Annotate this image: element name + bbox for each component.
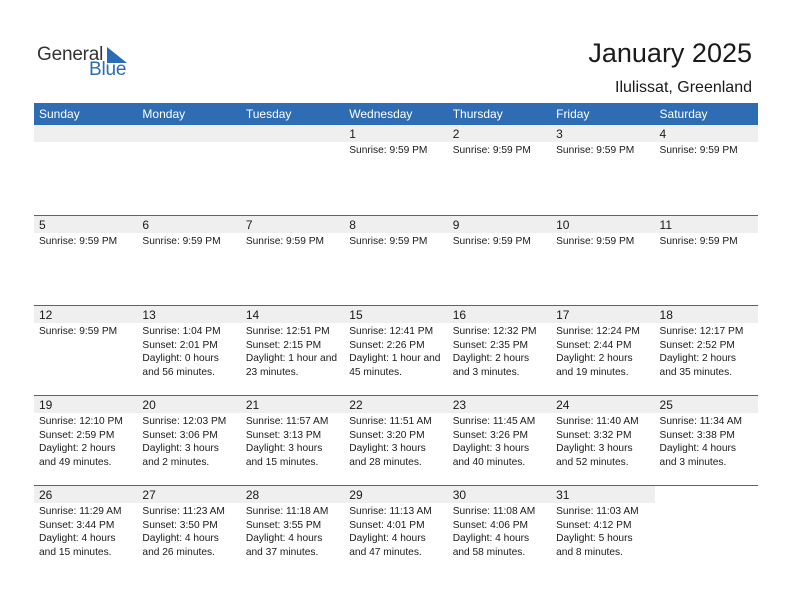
day-sun-info: Sunrise: 9:59 PM bbox=[349, 145, 428, 156]
day-cell bbox=[655, 216, 758, 305]
logo-blue-text: Blue bbox=[89, 59, 127, 80]
weekday-header bbox=[34, 103, 758, 125]
day-number: 10 bbox=[551, 216, 654, 233]
day-sun-info: Sunrise: 12:32 PM Sunset: 2:35 PM Daylight: 2 hours and 3 minutes. bbox=[452, 326, 537, 378]
week-row bbox=[34, 395, 758, 485]
day-cell bbox=[241, 216, 344, 305]
day-number: 24 bbox=[551, 396, 654, 413]
day-number: 19 bbox=[34, 396, 137, 413]
day-sun-info bbox=[655, 503, 758, 505]
day-number: 29 bbox=[344, 486, 447, 503]
logo bbox=[37, 44, 137, 80]
day-sun-info: Sunrise: 9:59 PM bbox=[39, 236, 118, 247]
day-sun-info: Sunrise: 9:59 PM bbox=[245, 236, 324, 247]
day-sun-info: Sunrise: 11:23 AM Sunset: 3:50 PM Daylight: 4 hours and 26 minutes. bbox=[142, 506, 225, 558]
day-number bbox=[655, 486, 758, 503]
day-sun-info: Sunrise: 12:41 PM Sunset: 2:26 PM Daylight: 1 hour and 45 minutes. bbox=[349, 326, 441, 378]
day-sun-info bbox=[241, 142, 344, 144]
day-cell bbox=[34, 125, 137, 215]
day-cell bbox=[34, 486, 137, 575]
day-number: 28 bbox=[241, 486, 344, 503]
day-cell bbox=[344, 306, 447, 395]
day-sun-info: Sunrise: 11:08 AM Sunset: 4:06 PM Daylight: 4 hours and 58 minutes. bbox=[452, 506, 536, 558]
day-number: 6 bbox=[137, 216, 240, 233]
day-sun-info: Sunrise: 11:03 AM Sunset: 4:12 PM Daylight: 5 hours and 8 minutes. bbox=[556, 506, 639, 558]
day-sun-info: Sunrise: 9:59 PM bbox=[452, 236, 531, 247]
day-cell bbox=[448, 306, 551, 395]
page-title: January 2025 bbox=[588, 38, 752, 68]
day-number: 18 bbox=[655, 306, 758, 323]
logo-general-text: General bbox=[37, 44, 104, 65]
day-number: 8 bbox=[344, 216, 447, 233]
day-sun-info: Sunrise: 11:34 AM Sunset: 3:38 PM Daylight: 4 hours and 3 minutes. bbox=[659, 416, 743, 468]
day-cell bbox=[241, 486, 344, 575]
weekday-saturday: Saturday bbox=[659, 107, 708, 121]
location-subtitle: Ilulissat, Greenland bbox=[615, 79, 752, 96]
day-sun-info: Sunrise: 12:17 PM Sunset: 2:52 PM Daylight: 2 hours and 35 minutes. bbox=[659, 326, 744, 378]
day-cell bbox=[551, 216, 654, 305]
day-sun-info: Sunrise: 9:59 PM bbox=[556, 145, 635, 156]
day-sun-info: Sunrise: 9:59 PM bbox=[39, 326, 118, 337]
day-cell bbox=[241, 306, 344, 395]
day-number: 7 bbox=[241, 216, 344, 233]
day-number: 9 bbox=[448, 216, 551, 233]
day-number: 27 bbox=[137, 486, 240, 503]
day-sun-info: Sunrise: 9:59 PM bbox=[452, 145, 531, 156]
day-sun-info: Sunrise: 11:45 AM Sunset: 3:26 PM Daylight: 3 hours and 40 minutes. bbox=[452, 416, 536, 468]
day-number bbox=[34, 125, 137, 142]
day-number: 31 bbox=[551, 486, 654, 503]
day-cell bbox=[551, 396, 654, 485]
day-cell bbox=[137, 396, 240, 485]
day-number: 4 bbox=[655, 125, 758, 142]
day-cell bbox=[34, 396, 137, 485]
day-cell bbox=[655, 125, 758, 215]
day-sun-info: Sunrise: 12:03 PM Sunset: 3:06 PM Daylight: 3 hours and 2 minutes. bbox=[142, 416, 227, 468]
day-number: 22 bbox=[344, 396, 447, 413]
day-cell bbox=[344, 396, 447, 485]
day-sun-info: Sunrise: 9:59 PM bbox=[659, 145, 738, 156]
day-cell bbox=[241, 396, 344, 485]
day-sun-info: Sunrise: 12:51 PM Sunset: 2:15 PM Daylight: 1 hour and 23 minutes. bbox=[245, 326, 338, 378]
day-cell bbox=[551, 125, 654, 215]
day-cell bbox=[448, 216, 551, 305]
weekday-friday: Friday bbox=[556, 107, 590, 121]
day-number: 14 bbox=[241, 306, 344, 323]
week-row bbox=[34, 125, 758, 215]
day-number: 15 bbox=[344, 306, 447, 323]
week-row bbox=[34, 485, 758, 575]
day-number: 12 bbox=[34, 306, 137, 323]
weekday-monday: Monday bbox=[142, 107, 186, 121]
day-number: 1 bbox=[344, 125, 447, 142]
day-cell bbox=[344, 125, 447, 215]
day-cell bbox=[448, 396, 551, 485]
day-cell bbox=[344, 486, 447, 575]
day-sun-info: Sunrise: 12:24 PM Sunset: 2:44 PM Daylight: 2 hours and 19 minutes. bbox=[556, 326, 640, 378]
weekday-tuesday: Tuesday bbox=[245, 107, 292, 121]
day-sun-info: Sunrise: 9:59 PM bbox=[659, 236, 738, 247]
day-sun-info: Sunrise: 11:18 AM Sunset: 3:55 PM Daylight: 4 hours and 37 minutes. bbox=[245, 506, 329, 558]
day-sun-info: Sunrise: 9:59 PM bbox=[556, 236, 635, 247]
day-sun-info bbox=[137, 142, 240, 144]
day-number: 30 bbox=[448, 486, 551, 503]
day-cell bbox=[137, 306, 240, 395]
day-number: 3 bbox=[551, 125, 654, 142]
day-cell bbox=[34, 306, 137, 395]
day-sun-info: Sunrise: 11:57 AM Sunset: 3:13 PM Daylight: 3 hours and 15 minutes. bbox=[245, 416, 329, 468]
day-sun-info: Sunrise: 11:29 AM Sunset: 3:44 PM Daylight: 4 hours and 15 minutes. bbox=[39, 506, 122, 558]
day-number: 23 bbox=[448, 396, 551, 413]
day-cell bbox=[655, 486, 758, 575]
day-sun-info: Sunrise: 9:59 PM bbox=[349, 236, 428, 247]
weekday-wednesday: Wednesday bbox=[349, 107, 413, 121]
day-sun-info bbox=[34, 142, 137, 144]
day-cell bbox=[137, 216, 240, 305]
day-cell bbox=[448, 125, 551, 215]
day-number: 20 bbox=[137, 396, 240, 413]
day-cell bbox=[655, 396, 758, 485]
day-cell bbox=[137, 125, 240, 215]
day-cell bbox=[137, 486, 240, 575]
day-cell bbox=[551, 306, 654, 395]
day-cell bbox=[448, 486, 551, 575]
day-cell bbox=[241, 125, 344, 215]
day-sun-info: Sunrise: 11:13 AM Sunset: 4:01 PM Daylight: 4 hours and 47 minutes. bbox=[349, 506, 432, 558]
day-number: 11 bbox=[655, 216, 758, 233]
day-sun-info: Sunrise: 11:40 AM Sunset: 3:32 PM Daylight: 3 hours and 52 minutes. bbox=[556, 416, 639, 468]
weekday-sunday: Sunday bbox=[39, 107, 80, 121]
day-number: 5 bbox=[34, 216, 137, 233]
day-number bbox=[241, 125, 344, 142]
day-cell bbox=[34, 216, 137, 305]
day-number: 17 bbox=[551, 306, 654, 323]
day-sun-info: Sunrise: 1:04 PM Sunset: 2:01 PM Daylight: 0 hours and 56 minutes. bbox=[142, 326, 221, 378]
day-sun-info: Sunrise: 9:59 PM bbox=[142, 236, 221, 247]
day-number: 2 bbox=[448, 125, 551, 142]
day-number: 21 bbox=[241, 396, 344, 413]
day-cell bbox=[551, 486, 654, 575]
calendar-grid bbox=[34, 103, 758, 575]
weekday-thursday: Thursday bbox=[452, 107, 503, 121]
day-cell bbox=[344, 216, 447, 305]
day-cell bbox=[655, 306, 758, 395]
day-number: 25 bbox=[655, 396, 758, 413]
day-sun-info: Sunrise: 12:10 PM Sunset: 2:59 PM Daylight: 2 hours and 49 minutes. bbox=[39, 416, 123, 468]
day-number: 16 bbox=[448, 306, 551, 323]
day-sun-info: Sunrise: 11:51 AM Sunset: 3:20 PM Daylight: 3 hours and 28 minutes. bbox=[349, 416, 432, 468]
calendar-weeks bbox=[34, 125, 758, 575]
day-number: 13 bbox=[137, 306, 240, 323]
week-row bbox=[34, 215, 758, 305]
day-number: 26 bbox=[34, 486, 137, 503]
day-number bbox=[137, 125, 240, 142]
week-row bbox=[34, 305, 758, 395]
